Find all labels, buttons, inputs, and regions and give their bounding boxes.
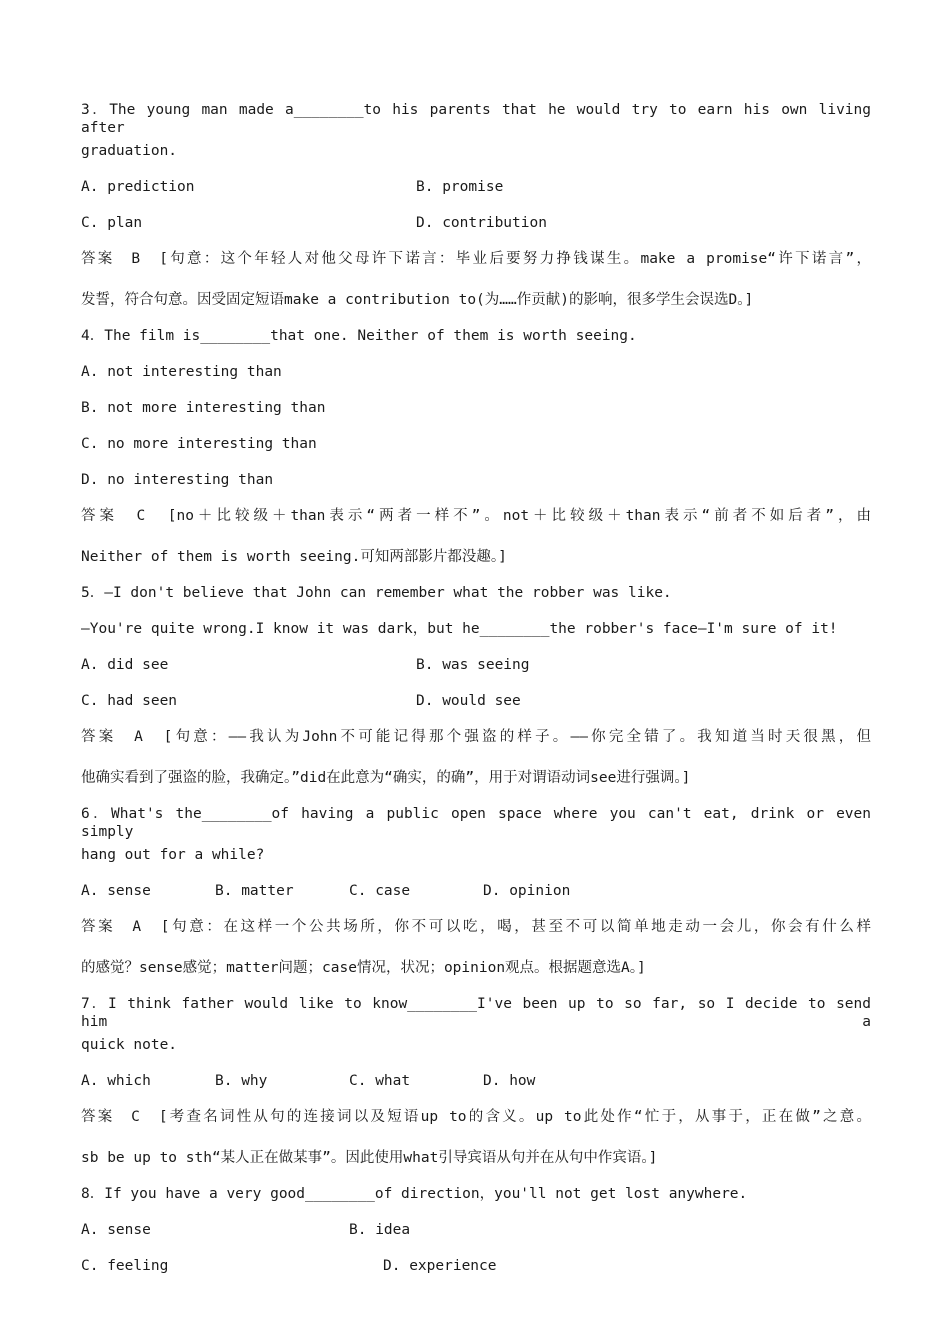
- q6-option-b: B. matter: [215, 883, 294, 899]
- q6-option-a: A. sense: [81, 883, 151, 899]
- q8-options-row1: [81, 1221, 411, 1239]
- q8-option-a: A. sense: [81, 1222, 151, 1238]
- q5-option-b: B. was seeing: [416, 657, 530, 673]
- q4-answer-line1: 答案 C [no＋比较级＋than表示“两者一样不”。not＋比较级＋than表示“前者不如后者”，由: [81, 508, 871, 524]
- q7-options: [81, 1072, 536, 1090]
- q5-option-a: A. did see: [81, 657, 169, 673]
- q5-option-c: C. had seen: [81, 693, 178, 709]
- q5-options-row2: [81, 692, 521, 710]
- q3-option-a: A. prediction: [81, 179, 195, 195]
- q3-stem-line2: graduation.: [81, 143, 178, 159]
- q6-option-c: C. case: [349, 883, 411, 899]
- q8-option-d: D. experience: [383, 1258, 497, 1274]
- q7-answer-line2: sb be up to sth“某人正在做某事”。因此使用what引导宾语从句并在从句中作宾语。]: [81, 1150, 658, 1166]
- q7-answer-line1: 答案 C [考查名词性从句的连接词以及短语up to的含义。up to此处作“忙于，从事于，正在做”之意。: [81, 1109, 871, 1125]
- q5-stem-line1: 5．—I don't believe that John can remember what the robber was like.: [81, 585, 672, 601]
- q6-option-d: D. opinion: [483, 883, 571, 899]
- q7-option-d: D. how: [483, 1073, 536, 1089]
- q6-stem-line2: hang out for a while?: [81, 847, 265, 863]
- q6-stem-line1: 6．What's the________of having a public open space where you can't eat, drink or even simply: [81, 806, 871, 840]
- q7-stem-line1: 7．I think father would like to know________I've been up to so far, so I decide to send him a: [81, 996, 871, 1030]
- q7-stem-line2: quick note.: [81, 1037, 178, 1053]
- q4-option-a: A. not interesting than: [81, 364, 282, 380]
- q5-option-d: D. would see: [416, 693, 521, 709]
- q5-options-row1: [81, 656, 530, 674]
- q3-option-c: C. plan: [81, 215, 143, 231]
- q8-option-b: B. idea: [349, 1222, 411, 1238]
- q3-stem-line1: 3．The young man made a________to his parents that he would try to earn his own living after: [81, 102, 871, 136]
- q8-stem-line1: 8．If you have a very good________of direction，you'll not get lost anywhere.: [81, 1186, 748, 1202]
- q4-answer-line2: Neither of them is worth seeing.可知两部影片都没趣。]: [81, 549, 507, 565]
- q4-stem-line1: 4．The film is________that one. Neither of them is worth seeing.: [81, 328, 637, 344]
- q7-option-b: B. why: [215, 1073, 268, 1089]
- q3-options-row2: [81, 214, 547, 232]
- q7-option-c: C. what: [349, 1073, 411, 1089]
- q5-stem-line2: —You're quite wrong.I know it was dark，but he________the robber's face—I'm sure of it!: [81, 621, 838, 637]
- q6-options: [81, 882, 571, 900]
- q4-option-c: C. no more interesting than: [81, 436, 317, 452]
- q8-option-c: C. feeling: [81, 1258, 169, 1274]
- q5-answer-line2: 他确实看到了强盗的脸，我确定。”did在此意为“确实，的确”，用于对谓语动词see进行强调。]: [81, 770, 691, 786]
- q5-answer-line1: 答案 A [句意：——我认为John不可能记得那个强盗的样子。——你完全错了。我知道当时天很黑，但: [81, 729, 871, 745]
- q4-option-b: B. not more interesting than: [81, 400, 326, 416]
- q3-answer-line1: 答案 B [句意：这个年轻人对他父母许下诺言：毕业后要努力挣钱谋生。make a promise“许下诺言”，: [81, 251, 871, 267]
- q3-answer-line2: 发誓，符合句意。因受固定短语make a contribution to(为……作贡献)的影响，很多学生会误选D。]: [81, 292, 754, 308]
- q7-option-a: A. which: [81, 1073, 151, 1089]
- q3-option-b: B. promise: [416, 179, 504, 195]
- q3-option-d: D. contribution: [416, 215, 547, 231]
- q3-options-row1: [81, 178, 504, 196]
- q4-option-d: D. no interesting than: [81, 472, 274, 488]
- q6-answer-line2: 的感觉？sense感觉；matter问题；case情况，状况；opinion观点。根据题意选A。]: [81, 960, 646, 976]
- q6-answer-line1: 答案 A [句意：在这样一个公共场所，你不可以吃，喝，甚至不可以简单地走动一会儿，你会有什么样: [81, 919, 871, 935]
- q8-options-row2: [81, 1257, 497, 1275]
